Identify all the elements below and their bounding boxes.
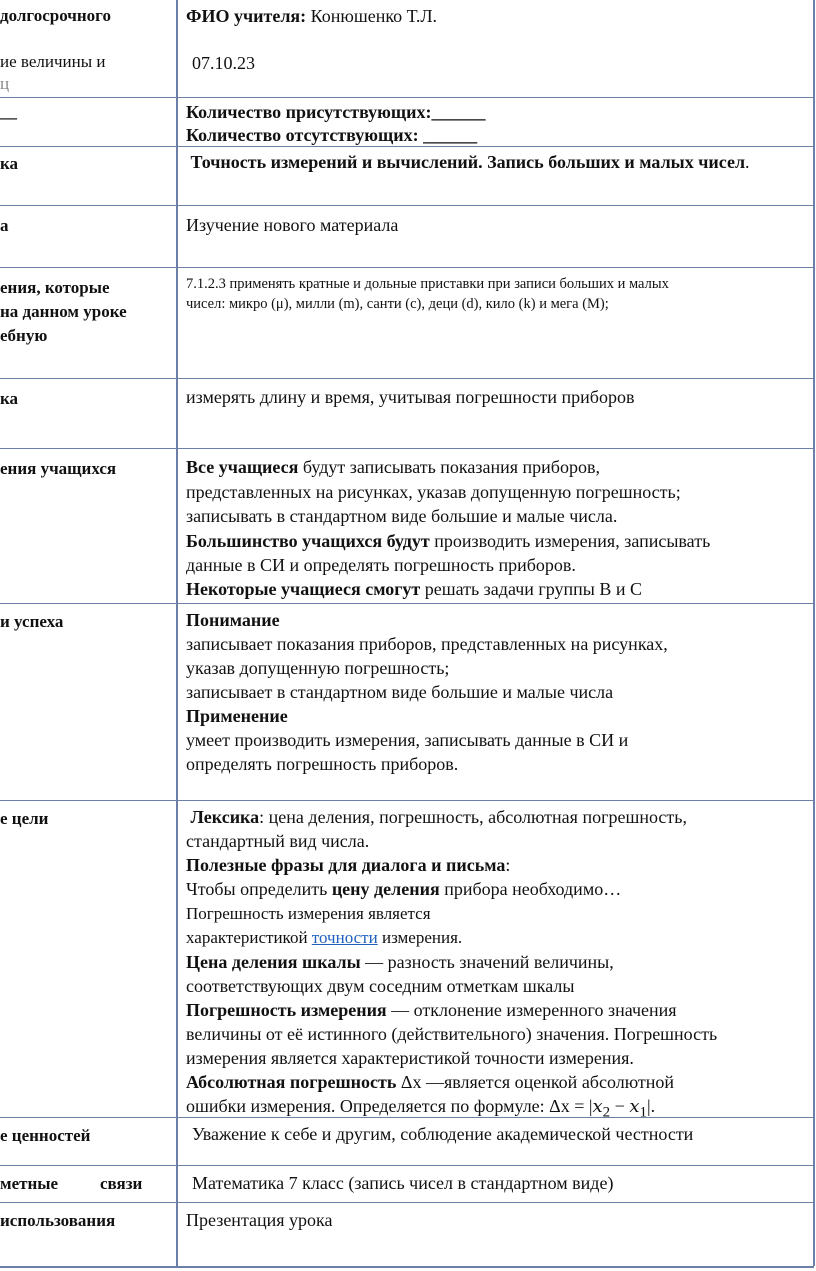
lexicon-line-2: стандартный вид числа.	[186, 831, 370, 851]
table-bottom-border	[0, 1266, 814, 1268]
objectives-text: решать задачи группы В и С	[420, 579, 643, 599]
definition-text: — разность значений величины,	[360, 952, 614, 972]
goals-left-2: на данном уроке	[0, 302, 127, 321]
teacher-label: ФИО учителя:	[186, 6, 307, 26]
row-divider	[0, 448, 814, 449]
lexicon-line-1	[186, 806, 808, 829]
definition-2-line-1	[186, 999, 808, 1022]
lexicon-text: : цена деления, погрешность, абсолютная погрешность,	[259, 807, 687, 827]
row-divider	[0, 1202, 814, 1203]
table-right-border	[813, 0, 815, 1266]
definition-2-line-3: измерения является характеристикой точности измерения.	[186, 1048, 634, 1068]
definition-term: Цена деления шкалы	[186, 952, 361, 972]
formula-x1: x	[629, 1096, 640, 1117]
row-divider	[0, 378, 814, 379]
phrases-label: Полезные фразы для диалога и письма	[186, 855, 506, 875]
header-left-top: долгосрочного	[0, 6, 111, 25]
criteria-line-5: определять погрешность приборов.	[186, 754, 459, 774]
all-students-label: Все учащиеся	[186, 457, 299, 477]
row-divider	[0, 97, 814, 98]
column-divider	[176, 0, 178, 1266]
criteria-left: и успеха	[0, 612, 64, 631]
present-count-label: Количество присутствующих:______	[186, 102, 486, 122]
criteria-line-3: записывает в стандартном виде большие и малые числа	[186, 682, 614, 702]
ict-value: Презентация урока	[186, 1210, 333, 1230]
header-left-bottom: ц	[0, 74, 10, 93]
values-value: Уважение к себе и другим, соблюдение академической честности	[192, 1124, 694, 1144]
formula-minus: −	[610, 1096, 630, 1116]
formula-prefix: ошибки измерения. Определяется по формуле: Δx = |	[186, 1096, 593, 1116]
criteria-line-4: умеет производить измерения, записывать данные в СИ и	[186, 730, 629, 750]
goals-left-3: ебную	[0, 326, 48, 345]
accuracy-link[interactable]: точности	[311, 928, 378, 947]
phrase-text: измерения.	[377, 928, 463, 947]
definition-text: — отклонение измеренного значения	[386, 1000, 677, 1020]
phrase-2: Погрешность измерения является	[186, 904, 431, 923]
topic-left: ка	[0, 154, 19, 173]
topic-period: .	[745, 152, 750, 172]
criteria-line-1: записывает показания приборов, представленных на рисунках,	[186, 634, 668, 654]
skills-left: ка	[0, 389, 19, 408]
row-divider	[0, 205, 814, 206]
topic-value	[186, 151, 796, 174]
objectives-text: будут записывать показания приборов,	[298, 457, 600, 477]
lesson-type-value: Изучение нового материала	[186, 215, 399, 235]
row-divider	[0, 1165, 814, 1166]
phrase-1	[186, 878, 808, 901]
objectives-line-2: представленных на рисунках, указав допущенную погрешность;	[186, 482, 681, 502]
formula-sub-1: 1	[639, 1104, 647, 1121]
header-left-mid: ие величины и	[0, 52, 106, 71]
definition-2-line-2: величины от её истинного (действительного) значения. Погрешность	[186, 1024, 718, 1044]
definition-3-line-2	[186, 1095, 808, 1125]
understanding-label: Понимание	[186, 610, 280, 630]
teacher-line	[186, 5, 808, 28]
objectives-line-3: записывать в стандартном виде большие и малые числа.	[186, 506, 618, 526]
formula-sub-2: 2	[602, 1104, 611, 1121]
definition-term: Погрешность измерения	[186, 1000, 387, 1020]
phrase-3	[186, 926, 808, 949]
objectives-text: производить измерения, записывать	[429, 531, 711, 551]
formula-end: |.	[646, 1096, 656, 1116]
objectives-left: ения учащихся	[0, 459, 117, 478]
some-students-label: Некоторые учащиеся смогут	[186, 579, 421, 599]
application-label: Применение	[186, 706, 288, 726]
definition-text: Δx —является оценкой абсолютной	[396, 1072, 675, 1092]
goals-value-2: чисел: микро (μ), милли (m), санти (c), деци (d), кило (k) и мега (M);	[186, 296, 609, 312]
absent-count-label: Количество отсутствующих: ______	[186, 125, 478, 145]
lexicon-label: Лексика	[190, 807, 260, 827]
row-divider	[0, 603, 814, 604]
objectives-line-6	[186, 578, 808, 601]
goals-left-1: ения, которые	[0, 278, 110, 297]
phrases-colon: :	[505, 855, 511, 875]
criteria-line-2: указав допущенную погрешность;	[186, 658, 450, 678]
cross-left-a: метные	[0, 1174, 59, 1193]
lesson-date: 07.10.23	[192, 53, 255, 73]
cross-value: Математика 7 класс (запись чисел в стандартном виде)	[192, 1173, 614, 1193]
lesson-type-left: а	[0, 216, 9, 235]
definition-1-line-1	[186, 951, 808, 974]
phrase-text: характеристикой	[186, 928, 312, 947]
objectives-line-1	[186, 456, 808, 479]
definition-1-line-2: соответствующих двум соседним отметкам шкалы	[186, 976, 575, 996]
goals-value-1: 7.1.2.3 применять кратные и дольные приставки при записи больших и малых	[186, 276, 669, 292]
teacher-name: Конюшенко Т.Л.	[306, 6, 438, 26]
language-left: е цели	[0, 809, 49, 828]
ict-left: использования	[0, 1211, 116, 1230]
objectives-line-4	[186, 530, 808, 553]
skills-value: измерять длину и время, учитывая погрешности приборов	[186, 387, 635, 407]
most-students-label: Большинство учащихся будут	[186, 531, 430, 551]
attendance-left: __	[0, 102, 17, 121]
row-divider	[0, 800, 814, 801]
phrase-text: Чтобы определить	[186, 879, 332, 899]
definition-term: Абсолютная погрешность	[186, 1072, 397, 1092]
topic-text: Точность измерений и вычислений. Запись больших и малых чисел	[190, 152, 746, 172]
definition-3-line-1	[186, 1071, 808, 1094]
values-left: е ценностей	[0, 1126, 91, 1145]
phrases-line	[186, 854, 808, 877]
row-divider	[0, 267, 814, 268]
objectives-line-5: данные в СИ и определять погрешность приборов.	[186, 555, 576, 575]
cross-left-b: связи	[100, 1174, 143, 1193]
formula-x2: x	[592, 1096, 603, 1117]
phrase-bold: цену деления	[331, 879, 440, 899]
phrase-text: прибора необходимо…	[439, 879, 622, 899]
